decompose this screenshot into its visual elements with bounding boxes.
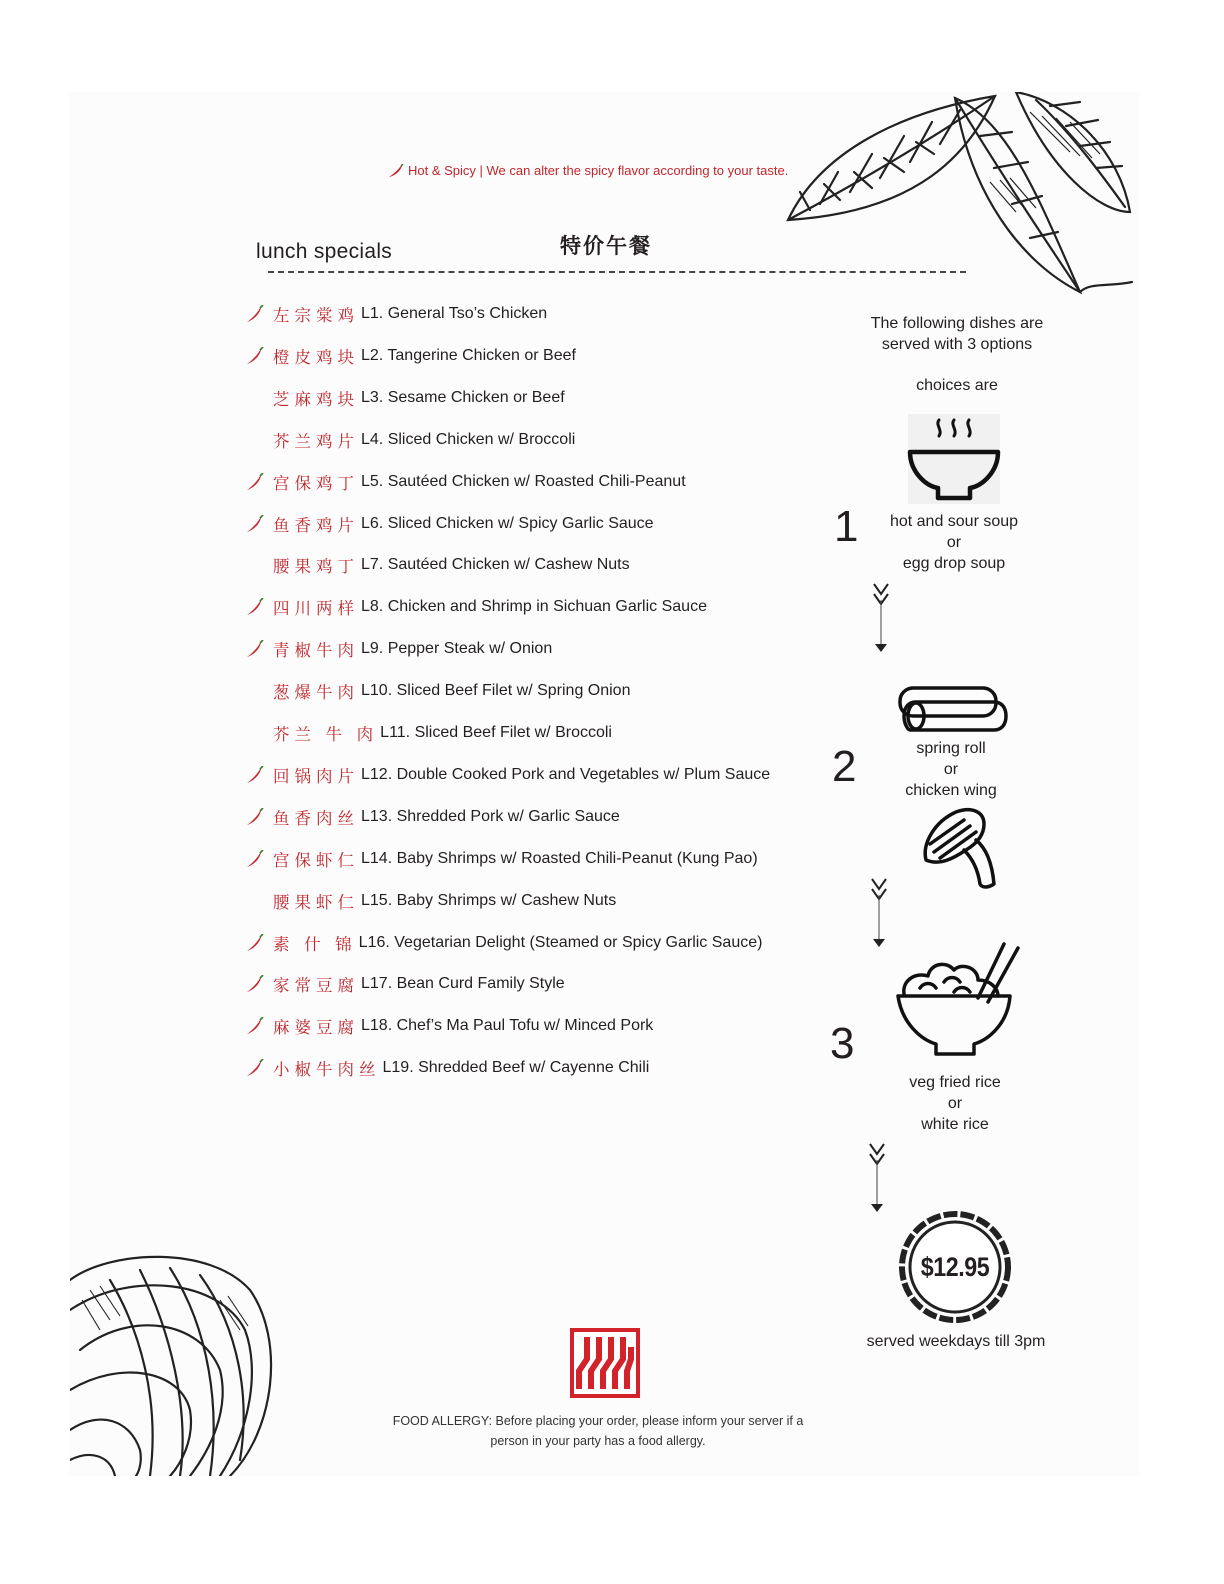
chili-pepper-icon — [246, 305, 264, 323]
menu-item-chinese-name: 宫保虾仁 — [273, 851, 359, 870]
menu-item-chinese-name: 芝麻鸡块 — [273, 390, 359, 409]
menu-item-chinese-name: 鱼香肉丝 — [273, 809, 359, 828]
spring-roll-icon — [896, 684, 1010, 734]
menu-item-chinese-name: 腰果虾仁 — [273, 893, 359, 912]
chili-pepper-icon — [246, 598, 264, 616]
chili-pepper-icon — [246, 766, 264, 784]
menu-item — [246, 761, 770, 789]
garlic-illustration — [70, 1250, 275, 1476]
menu-item-chinese-name: 回锅肉片 — [273, 767, 359, 786]
chili-pepper-icon — [246, 808, 264, 826]
menu-item — [246, 845, 758, 873]
menu-item — [246, 719, 612, 747]
pepper-slot — [246, 639, 273, 659]
arrow-down-icon — [868, 877, 890, 951]
menu-item — [246, 510, 654, 538]
allergy-line-2: person in your party has a food allergy. — [490, 1434, 706, 1448]
menu-item-english-name: L1. General Tso’s Chicken — [361, 305, 548, 322]
pepper-slot — [246, 891, 273, 911]
menu-item — [246, 677, 630, 705]
menu-item-english-name: L4. Sliced Chicken w/ Broccoli — [361, 430, 576, 448]
soup-bowl-icon — [902, 412, 1006, 506]
menu-item-chinese-name: 芥兰鸡片 — [273, 432, 359, 451]
menu-item-chinese-name: 腰果鸡丁 — [273, 558, 359, 577]
choices-label: choices are — [916, 377, 998, 394]
step-2-option-a: spring roll — [916, 740, 986, 757]
menu-item-chinese-name: 麻婆豆腐 — [273, 1019, 359, 1038]
menu-item — [246, 593, 707, 621]
chili-pepper-icon — [246, 473, 264, 491]
menu-item-chinese-name: 素 什 锦 — [273, 935, 357, 954]
pepper-slot — [246, 346, 273, 366]
menu-item-english-name: L8. Chicken and Shrimp in Sichuan Garlic Sauce — [361, 598, 707, 616]
step-number-3: 3 — [830, 1019, 855, 1068]
step-3-or: or — [947, 1095, 963, 1112]
arrow-down-icon — [866, 1142, 888, 1216]
menu-item-english-name: L13. Shredded Pork w/ Garlic Sauce — [361, 807, 620, 825]
step-2-option-b: chicken wing — [905, 782, 997, 799]
chili-pepper-icon — [246, 1017, 264, 1035]
menu-item-english-name: L2. Tangerine Chicken or Beef — [361, 346, 576, 364]
menu-title-chinese: 特价午餐 — [560, 235, 652, 258]
menu-item-chinese-name: 小椒牛肉丝 — [273, 1061, 381, 1080]
menu-item-chinese-name: 四川两样 — [273, 600, 359, 619]
title-divider — [268, 271, 966, 273]
pepper-slot — [246, 472, 273, 492]
chili-pepper-icon — [246, 1059, 264, 1077]
served-hours: served weekdays till 3pm — [866, 1333, 1046, 1350]
spicy-note — [388, 163, 788, 178]
pepper-slot — [246, 681, 273, 701]
menu-item-english-name: L6. Sliced Chicken w/ Spicy Garlic Sauce — [361, 514, 654, 532]
menu-item — [246, 635, 552, 663]
menu-item-english-name: L10. Sliced Beef Filet w/ Spring Onion — [361, 682, 631, 700]
chicken-wing-icon — [920, 804, 1000, 894]
menu-item-english-name: L17. Bean Curd Family Style — [361, 975, 565, 993]
pepper-slot — [246, 723, 273, 743]
menu-item — [246, 468, 686, 496]
menu-item — [246, 551, 630, 579]
step-3-choices — [850, 1072, 1060, 1135]
menu-item-english-name: L19. Shredded Beef w/ Cayenne Chili — [382, 1059, 650, 1077]
menu-item — [246, 342, 576, 370]
menu-item-english-name: L15. Baby Shrimps w/ Cashew Nuts — [361, 891, 617, 909]
step-1-option-b: egg drop soup — [902, 555, 1006, 572]
menu-item — [246, 426, 575, 454]
chili-pepper-icon — [246, 850, 264, 868]
chili-pepper-icon — [246, 934, 264, 952]
menu-item — [246, 300, 547, 328]
step-1-or: or — [946, 534, 962, 551]
step-3-option-a: veg fried rice — [909, 1074, 1001, 1091]
pepper-slot — [246, 514, 273, 534]
menu-item — [246, 803, 620, 831]
chili-pepper-icon — [246, 975, 264, 993]
pepper-slot — [246, 807, 273, 827]
menu-item-chinese-name: 橙皮鸡块 — [273, 348, 359, 367]
menu-item-english-name: L3. Sesame Chicken or Beef — [361, 388, 565, 406]
pepper-slot — [246, 849, 273, 869]
step-1-choices — [850, 511, 1058, 574]
menu-item-english-name: L12. Double Cooked Pork and Vegetables w/ Plum Sauce — [361, 765, 771, 783]
menu-item-chinese-name: 左宗棠鸡 — [273, 307, 359, 325]
menu-item-chinese-name: 鱼香鸡片 — [273, 516, 359, 535]
price-label: $12.95 — [920, 1252, 990, 1282]
menu-item-chinese-name: 家常豆腐 — [273, 977, 359, 996]
pepper-slot — [246, 388, 273, 408]
step-3-option-b: white rice — [921, 1116, 989, 1133]
menu-item — [246, 1012, 653, 1040]
chili-pepper-icon — [246, 347, 264, 365]
menu-item — [246, 887, 616, 915]
chili-pepper-icon — [246, 640, 264, 658]
rice-bowl-icon — [894, 940, 1022, 1064]
step-1-option-a: hot and sour soup — [889, 513, 1019, 530]
chili-pepper-icon — [246, 515, 264, 533]
menu-item-english-name: L11. Sliced Beef Filet w/ Broccoli — [380, 724, 612, 741]
menu-item-english-name: L14. Baby Shrimps w/ Roasted Chili-Peanut (Kung Pao) — [361, 849, 758, 867]
menu-item — [246, 1054, 649, 1082]
menu-item — [246, 970, 565, 998]
restaurant-logo-icon — [569, 1327, 641, 1399]
options-intro-line2: served with 3 options — [881, 336, 1033, 353]
spicy-note-text: Hot & Spicy | We can alter the spicy flavor according to your taste. — [408, 163, 789, 178]
menu-item-english-name: L5. Sautéed Chicken w/ Roasted Chili-Peanut — [361, 472, 686, 490]
menu-item-chinese-name: 葱爆牛肉 — [273, 684, 359, 703]
menu-item-english-name: L16. Vegetarian Delight (Steamed or Spicy Garlic Sauce) — [358, 933, 763, 951]
menu-item — [246, 929, 762, 957]
step-2-choices — [850, 738, 1052, 801]
arrow-down-icon — [870, 582, 892, 656]
chili-pepper-icon — [388, 164, 404, 178]
options-intro-line1: The following dishes are — [870, 315, 1044, 332]
pepper-slot — [246, 974, 273, 994]
menu-title-english: lunch specials — [256, 240, 393, 263]
menu-item-english-name: L9. Pepper Steak w/ Onion — [361, 640, 553, 658]
menu-item-english-name: L7. Sautéed Chicken w/ Cashew Nuts — [361, 556, 630, 574]
pepper-slot — [246, 555, 273, 575]
step-2-or: or — [943, 761, 959, 778]
menu-item-chinese-name: 宫保鸡丁 — [273, 474, 359, 493]
menu-item-chinese-name: 青椒牛肉 — [273, 642, 359, 661]
allergy-line-1: FOOD ALLERGY: Before placing your order, please inform your server if a — [392, 1414, 804, 1428]
pepper-slot — [246, 430, 273, 450]
pepper-slot — [246, 304, 273, 324]
pepper-slot — [246, 1058, 273, 1078]
step-number-2: 2 — [832, 742, 857, 791]
menu-item-chinese-name: 芥兰 牛 肉 — [273, 726, 379, 744]
options-intro — [850, 313, 1064, 355]
pepper-slot — [246, 1016, 273, 1036]
food-allergy-notice — [380, 1411, 816, 1451]
menu-item — [246, 384, 565, 412]
menu-item-english-name: L18. Chef’s Ma Paul Tofu w/ Minced Pork — [361, 1017, 654, 1035]
pepper-slot — [246, 597, 273, 617]
step-number-1: 1 — [834, 502, 859, 551]
pepper-slot — [246, 933, 273, 953]
pepper-slot — [246, 765, 273, 785]
